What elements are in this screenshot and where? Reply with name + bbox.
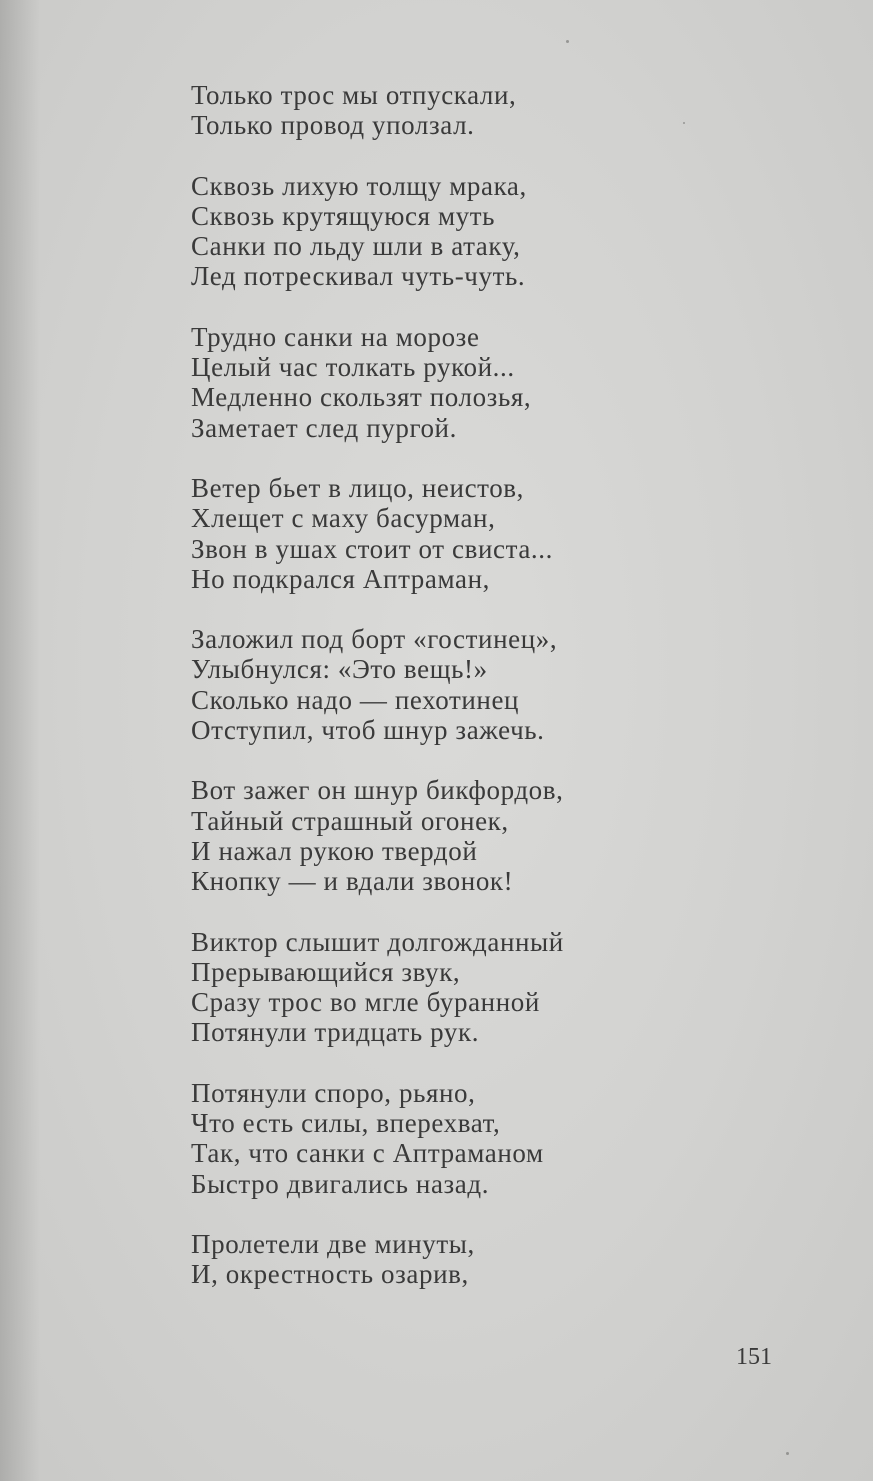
poem-line: Целый час толкать рукой... <box>191 352 515 383</box>
poem-line: Только провод уползал. <box>191 110 475 141</box>
poem-line: Ветер бьет в лицо, неистов, <box>191 472 524 503</box>
stanza <box>191 775 751 896</box>
poem-line: Медленно скользят полозья, <box>191 382 532 413</box>
paper-speck <box>683 122 685 124</box>
poem-line: Звон в ушах стоит от свиста... <box>191 533 553 564</box>
paper-speck <box>786 1452 789 1455</box>
stanza <box>191 171 751 292</box>
poem-line: Трудно санки на морозе <box>191 321 480 352</box>
poem-line: Быстро двигались назад. <box>191 1168 490 1199</box>
poem-line: Сколько надо — пехотинец <box>191 684 520 715</box>
stanza <box>191 927 751 1048</box>
poem-line: Отступил, чтоб шнур зажечь. <box>191 715 545 746</box>
poem-line: Хлещет с маху басурман, <box>191 503 496 534</box>
poem-line: Сквозь лихую толщу мрака, <box>191 170 527 201</box>
poem-line: Сквозь крутящуюся муть <box>191 200 496 231</box>
poem-line: Только трос мы отпускали, <box>191 80 517 110</box>
stanza <box>191 473 751 594</box>
poem-line: Виктор слышит долгожданный <box>191 926 564 957</box>
stanza <box>191 322 751 443</box>
poem-text <box>191 80 751 1320</box>
poem-line: И нажал рукою твердой <box>191 835 478 866</box>
poem-line: Заложил под борт «гостинец», <box>191 624 558 655</box>
page-number: 151 <box>736 1344 772 1370</box>
poem-line: Что есть силы, вперехват, <box>191 1108 501 1139</box>
poem-line: Лед потрескивал чуть-чуть. <box>191 261 526 292</box>
poem-line: Прерывающийся звук, <box>191 956 461 987</box>
poem-line: Но подкрался Аптраман, <box>191 563 490 594</box>
poem-line: Потянули тридцать рук. <box>191 1017 480 1048</box>
poem-line: Улыбнулся: «Это вещь!» <box>191 654 488 685</box>
stanza <box>191 624 751 745</box>
stanza <box>191 1078 751 1199</box>
poem-line: Санки по льду шли в атаку, <box>191 231 521 262</box>
poem-line: Пролетели две минуты, <box>191 1228 475 1259</box>
poem-line: Так, что санки с Аптраманом <box>191 1138 544 1169</box>
poem-line: Потянули споро, рьяно, <box>191 1077 476 1108</box>
paper-speck <box>566 40 569 43</box>
stanza <box>191 80 751 141</box>
poem-line: И, окрестность озарив, <box>191 1259 469 1290</box>
poem-line: Заметает след пургой. <box>191 412 457 443</box>
stanza <box>191 1229 751 1290</box>
page-shading <box>0 0 40 1481</box>
poem-line: Сразу трос во мгле буранной <box>191 987 540 1018</box>
poem-line: Кнопку — и вдали звонок! <box>191 866 514 897</box>
poem-line: Вот зажег он шнур бикфордов, <box>191 775 564 806</box>
poem-line: Тайный страшный огонек, <box>191 805 509 836</box>
